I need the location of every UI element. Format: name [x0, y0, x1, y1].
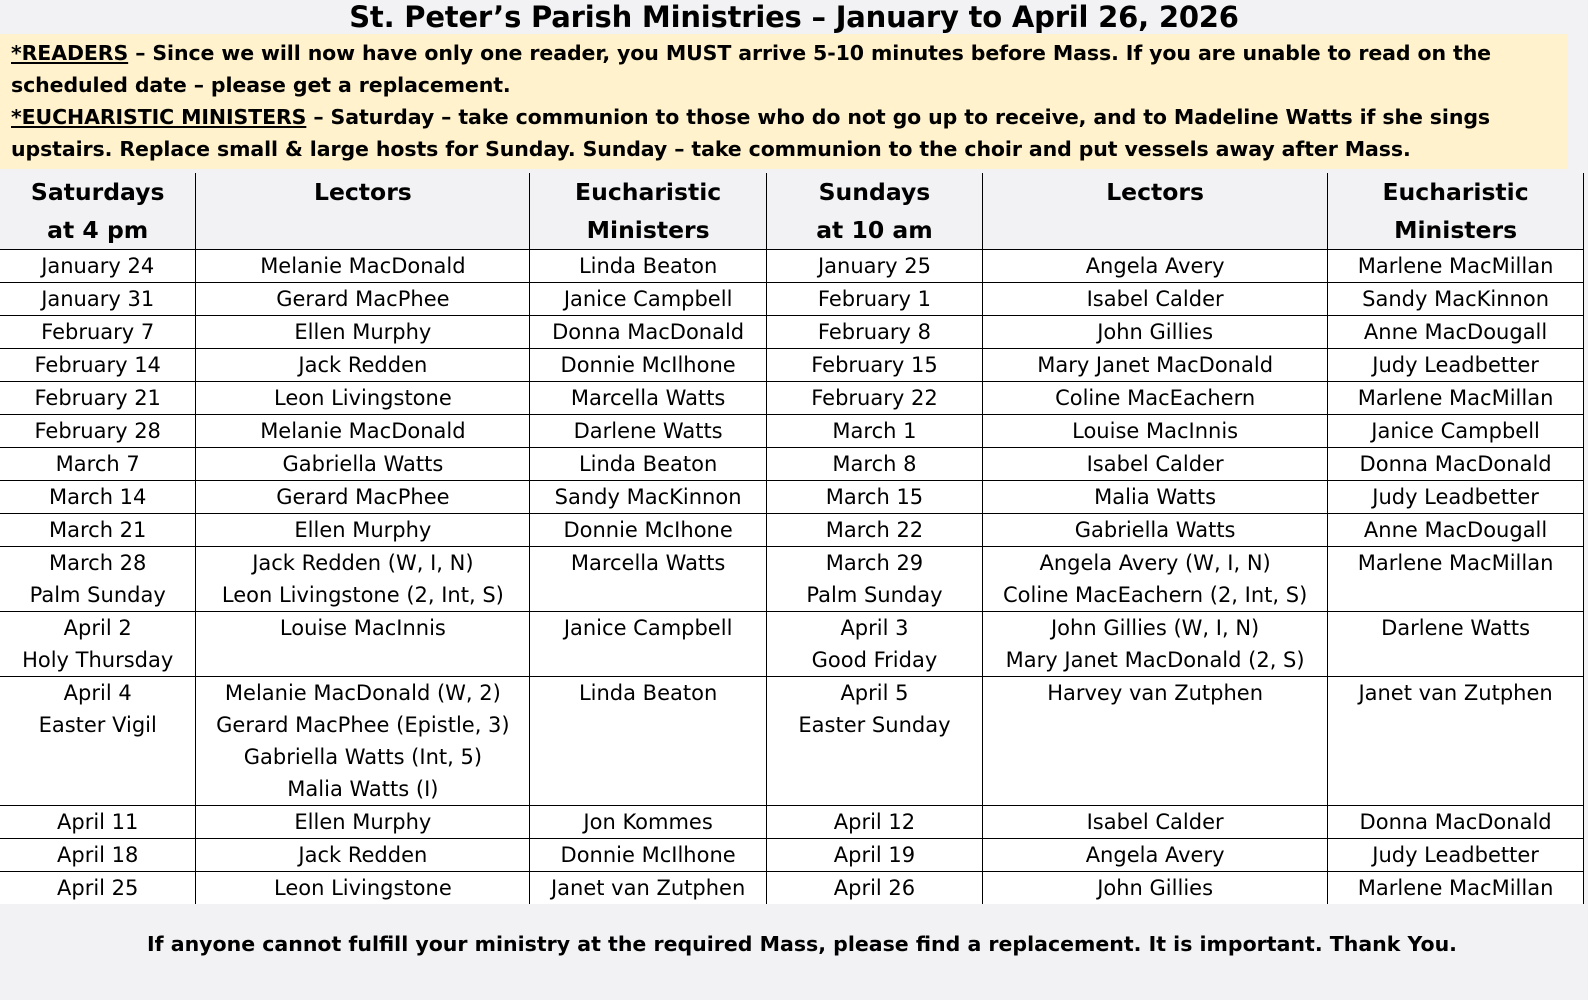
- cell-line: April 26: [833, 876, 916, 900]
- saturday-date-cell: [0, 612, 196, 677]
- saturday-lectors-cell: [196, 349, 530, 382]
- table-row: [0, 839, 1584, 872]
- cell-line: March 8: [832, 452, 917, 476]
- cell-line: April 3: [840, 616, 909, 640]
- table-row: [0, 415, 1584, 448]
- saturday-date-cell: [0, 872, 196, 905]
- cell-line: Judy Leadbetter: [1372, 485, 1539, 509]
- cell-line: Marlene MacMillan: [1357, 876, 1554, 900]
- cell-line: Angela Avery (W, I, N): [1039, 551, 1271, 575]
- cell-line: Sandy MacKinnon: [554, 485, 742, 509]
- cell-line: Louise MacInnis: [279, 616, 446, 640]
- sunday-lectors-cell: [983, 514, 1328, 547]
- cell-line: April 25: [57, 876, 139, 900]
- cell-line: February 15: [811, 353, 938, 377]
- cell-line: Linda Beaton: [578, 452, 718, 476]
- eucharistic-notice-lead: *EUCHARISTIC MINISTERS: [11, 105, 307, 129]
- cell-line: Gerard MacPhee: [276, 485, 450, 509]
- column-header-line: Lectors: [313, 178, 412, 206]
- saturday-eucharistic-ministers-cell: [530, 806, 767, 839]
- column-header-line: Ministers: [586, 216, 710, 244]
- sunday-date-cell: [766, 481, 982, 514]
- sunday-eucharistic-ministers-cell: [1328, 806, 1584, 839]
- schedule-table: [0, 173, 1584, 904]
- cell-line: Isabel Calder: [1086, 452, 1224, 476]
- column-header-sunday-date: [766, 173, 982, 250]
- sunday-lectors-cell: [983, 415, 1328, 448]
- column-header-sunday-lectors: [983, 173, 1328, 250]
- cell-line: Jack Redden: [298, 843, 428, 867]
- cell-line: February 14: [34, 353, 161, 377]
- cell-line: March 22: [825, 518, 924, 542]
- cell-line: Isabel Calder: [1086, 287, 1224, 311]
- cell-line: Good Friday: [811, 648, 938, 672]
- cell-line: Coline MacEachern: [1055, 386, 1256, 410]
- cell-line: Leon Livingstone: [273, 386, 452, 410]
- sunday-eucharistic-ministers-cell: [1328, 316, 1584, 349]
- cell-line: Ellen Murphy: [294, 320, 432, 344]
- sunday-lectors-cell: [983, 547, 1328, 612]
- sunday-eucharistic-ministers-cell: [1328, 250, 1584, 283]
- cell-line: February 28: [34, 419, 161, 443]
- sunday-date-cell: [766, 872, 982, 905]
- cell-line: Leon Livingstone: [273, 876, 452, 900]
- saturday-eucharistic-ministers-cell: [530, 839, 767, 872]
- cell-line: Linda Beaton: [578, 681, 718, 705]
- cell-line: Marlene MacMillan: [1357, 254, 1554, 278]
- sunday-date-cell: [766, 382, 982, 415]
- readers-notice-text: – Since we will now have only one reader, you MUST arrive 5-10 minutes before Mass. If you are unable to read on the scheduled date – please get a replacement.: [11, 41, 1491, 97]
- cell-line: Louise MacInnis: [1072, 419, 1239, 443]
- saturday-date-cell: [0, 806, 196, 839]
- sunday-date-cell: [766, 514, 982, 547]
- saturday-lectors-cell: [196, 481, 530, 514]
- header-row: [0, 173, 1584, 250]
- column-header-line: Lectors: [1106, 178, 1205, 206]
- cell-line: Holy Thursday: [22, 648, 174, 672]
- saturday-date-cell: [0, 382, 196, 415]
- cell-line: March 21: [48, 518, 147, 542]
- cell-line: Donnie McIlhone: [560, 843, 736, 867]
- cell-line: Gabriella Watts: [1074, 518, 1236, 542]
- saturday-date-cell: [0, 448, 196, 481]
- cell-line: John Gillies (W, I, N): [1050, 616, 1260, 640]
- sunday-date-cell: [766, 283, 982, 316]
- readers-notice: [11, 37, 1560, 101]
- footer-note: If anyone cannot fulfill your ministry at the required Mass, please find a replacement. It is important. Thank You.: [147, 932, 1457, 956]
- cell-line: Janet van Zutphen: [550, 876, 746, 900]
- sunday-lectors-cell: [983, 283, 1328, 316]
- cell-line: Ellen Murphy: [294, 518, 432, 542]
- cell-line: Marcella Watts: [570, 386, 726, 410]
- cell-line: Donna MacDonald: [552, 320, 745, 344]
- sunday-date-cell: [766, 547, 982, 612]
- cell-line: Gerard MacPhee (Epistle, 3): [216, 713, 510, 737]
- cell-line: Coline MacEachern (2, Int, S): [1002, 583, 1308, 607]
- table-body: [0, 250, 1584, 905]
- cell-line: Palm Sunday: [29, 583, 166, 607]
- saturday-eucharistic-ministers-cell: [530, 677, 767, 806]
- sunday-lectors-cell: [983, 677, 1328, 806]
- sunday-date-cell: [766, 677, 982, 806]
- saturday-lectors-cell: [196, 839, 530, 872]
- cell-line: January 24: [41, 254, 155, 278]
- table-row: [0, 316, 1584, 349]
- column-header-sunday-eucharistic-ministers: [1328, 173, 1584, 250]
- saturday-eucharistic-ministers-cell: [530, 316, 767, 349]
- column-header-saturday-date: [0, 173, 196, 250]
- saturday-eucharistic-ministers-cell: [530, 382, 767, 415]
- saturday-eucharistic-ministers-cell: [530, 481, 767, 514]
- cell-line: Marlene MacMillan: [1357, 551, 1554, 575]
- cell-line: Angela Avery: [1085, 254, 1225, 278]
- sunday-lectors-cell: [983, 872, 1328, 905]
- sunday-lectors-cell: [983, 612, 1328, 677]
- cell-line: Melanie MacDonald: [260, 254, 466, 278]
- saturday-date-cell: [0, 250, 196, 283]
- sunday-eucharistic-ministers-cell: [1328, 839, 1584, 872]
- cell-line: March 1: [832, 419, 917, 443]
- cell-line: Melanie MacDonald: [260, 419, 466, 443]
- cell-line: Donna MacDonald: [1359, 810, 1552, 834]
- saturday-lectors-cell: [196, 283, 530, 316]
- saturday-lectors-cell: [196, 612, 530, 677]
- sunday-eucharistic-ministers-cell: [1328, 514, 1584, 547]
- cell-line: Harvey van Zutphen: [1047, 681, 1264, 705]
- column-header-line: Ministers: [1394, 216, 1518, 244]
- cell-line: January 25: [817, 254, 931, 278]
- cell-line: March 29: [825, 551, 924, 575]
- sunday-eucharistic-ministers-cell: [1328, 415, 1584, 448]
- cell-line: Gabriella Watts: [282, 452, 444, 476]
- cell-line: February 8: [817, 320, 931, 344]
- table-row: [0, 481, 1584, 514]
- cell-line: Easter Sunday: [798, 713, 951, 737]
- saturday-eucharistic-ministers-cell: [530, 448, 767, 481]
- cell-line: Mary Janet MacDonald: [1037, 353, 1274, 377]
- saturday-eucharistic-ministers-cell: [530, 250, 767, 283]
- cell-line: March 28: [48, 551, 147, 575]
- column-header-line: Saturdays: [30, 178, 165, 206]
- cell-line: Gerard MacPhee: [276, 287, 450, 311]
- cell-line: February 7: [41, 320, 155, 344]
- cell-line: Janet van Zutphen: [1358, 681, 1553, 705]
- column-header-saturday-eucharistic-ministers: [530, 173, 767, 250]
- sunday-eucharistic-ministers-cell: [1328, 872, 1584, 905]
- eucharistic-notice: [11, 101, 1560, 165]
- cell-line: Anne MacDougall: [1363, 320, 1548, 344]
- cell-line: February 22: [811, 386, 938, 410]
- cell-line: Marlene MacMillan: [1357, 386, 1554, 410]
- saturday-lectors-cell: [196, 806, 530, 839]
- cell-line: John Gillies: [1097, 876, 1214, 900]
- cell-line: February 1: [817, 287, 931, 311]
- notice-box: [0, 34, 1568, 169]
- cell-line: April 2: [63, 616, 132, 640]
- sunday-eucharistic-ministers-cell: [1328, 382, 1584, 415]
- sunday-date-cell: [766, 612, 982, 677]
- cell-line: March 14: [48, 485, 147, 509]
- cell-line: April 5: [840, 681, 909, 705]
- cell-line: Gabriella Watts (Int, 5): [243, 745, 483, 769]
- cell-line: Mary Janet MacDonald (2, S): [1005, 648, 1305, 672]
- cell-line: Sandy MacKinnon: [1362, 287, 1550, 311]
- column-header-line: at 10 am: [816, 216, 933, 244]
- column-header-line: Sundays: [818, 178, 931, 206]
- saturday-lectors-cell: [196, 872, 530, 905]
- cell-line: March 15: [825, 485, 924, 509]
- saturday-eucharistic-ministers-cell: [530, 612, 767, 677]
- cell-line: Jack Redden (W, I, N): [252, 551, 474, 575]
- sunday-date-cell: [766, 839, 982, 872]
- cell-line: Malia Watts (I): [287, 777, 439, 801]
- saturday-lectors-cell: [196, 316, 530, 349]
- cell-line: Jack Redden: [298, 353, 428, 377]
- cell-line: Palm Sunday: [806, 583, 943, 607]
- saturday-lectors-cell: [196, 677, 530, 806]
- cell-line: Donnie McIhone: [563, 518, 733, 542]
- column-header-line: Eucharistic: [575, 178, 722, 206]
- table-row: [0, 382, 1584, 415]
- column-header-saturday-lectors: [196, 173, 530, 250]
- cell-line: Janice Campbell: [563, 287, 733, 311]
- saturday-lectors-cell: [196, 382, 530, 415]
- saturday-date-cell: [0, 415, 196, 448]
- sunday-date-cell: [766, 806, 982, 839]
- saturday-date-cell: [0, 349, 196, 382]
- saturday-date-cell: [0, 283, 196, 316]
- saturday-lectors-cell: [196, 547, 530, 612]
- saturday-lectors-cell: [196, 415, 530, 448]
- cell-line: March 7: [55, 452, 140, 476]
- table-row: [0, 872, 1584, 905]
- eucharistic-notice-text: – Saturday – take communion to those who do not go up to receive, and to Madeline Watts if she sings upstairs. Replace small & large hosts for Sunday. Sunday – take communion to the choir and put vessels away after Mass.: [11, 105, 1491, 161]
- cell-line: Leon Livingstone (2, Int, S): [221, 583, 504, 607]
- sunday-lectors-cell: [983, 481, 1328, 514]
- cell-line: Linda Beaton: [578, 254, 718, 278]
- sunday-eucharistic-ministers-cell: [1328, 547, 1584, 612]
- saturday-date-cell: [0, 481, 196, 514]
- sunday-date-cell: [766, 349, 982, 382]
- sunday-date-cell: [766, 448, 982, 481]
- sunday-lectors-cell: [983, 382, 1328, 415]
- sunday-lectors-cell: [983, 806, 1328, 839]
- table-row: [0, 677, 1584, 806]
- cell-line: Melanie MacDonald (W, 2): [224, 681, 501, 705]
- cell-line: Donna MacDonald: [1359, 452, 1552, 476]
- page-title: St. Peter’s Parish Ministries – January to April 26, 2026: [349, 0, 1239, 34]
- cell-line: April 4: [63, 681, 132, 705]
- saturday-date-cell: [0, 316, 196, 349]
- cell-line: Malia Watts: [1094, 485, 1217, 509]
- cell-line: Isabel Calder: [1086, 810, 1224, 834]
- cell-line: John Gillies: [1097, 320, 1214, 344]
- cell-line: Jon Kommes: [583, 810, 713, 834]
- table-row: [0, 612, 1584, 677]
- table-row: [0, 448, 1584, 481]
- table-row: [0, 283, 1584, 316]
- sunday-lectors-cell: [983, 250, 1328, 283]
- sunday-lectors-cell: [983, 349, 1328, 382]
- column-header-line: at 4 pm: [47, 216, 149, 244]
- saturday-date-cell: [0, 547, 196, 612]
- cell-line: April 19: [833, 843, 916, 867]
- table-row: [0, 547, 1584, 612]
- saturday-lectors-cell: [196, 514, 530, 547]
- cell-line: Marcella Watts: [570, 551, 726, 575]
- cell-line: Easter Vigil: [38, 713, 157, 737]
- column-header-line: Eucharistic: [1382, 178, 1529, 206]
- cell-line: Darlene Watts: [573, 419, 723, 443]
- cell-line: Anne MacDougall: [1363, 518, 1548, 542]
- saturday-lectors-cell: [196, 448, 530, 481]
- cell-line: April 12: [833, 810, 916, 834]
- saturday-lectors-cell: [196, 250, 530, 283]
- saturday-eucharistic-ministers-cell: [530, 872, 767, 905]
- cell-line: Darlene Watts: [1381, 616, 1531, 640]
- saturday-eucharistic-ministers-cell: [530, 514, 767, 547]
- cell-line: February 21: [34, 386, 161, 410]
- saturday-date-cell: [0, 514, 196, 547]
- cell-line: April 11: [57, 810, 139, 834]
- table-row: [0, 514, 1584, 547]
- cell-line: April 18: [57, 843, 139, 867]
- cell-line: Judy Leadbetter: [1372, 843, 1539, 867]
- cell-line: Angela Avery: [1085, 843, 1225, 867]
- sunday-eucharistic-ministers-cell: [1328, 283, 1584, 316]
- sunday-lectors-cell: [983, 316, 1328, 349]
- saturday-date-cell: [0, 677, 196, 806]
- cell-line: Judy Leadbetter: [1372, 353, 1539, 377]
- cell-line: Janice Campbell: [563, 616, 733, 640]
- sunday-lectors-cell: [983, 839, 1328, 872]
- cell-line: Donnie McIlhone: [560, 353, 736, 377]
- sunday-date-cell: [766, 415, 982, 448]
- sunday-eucharistic-ministers-cell: [1328, 677, 1584, 806]
- table-row: [0, 806, 1584, 839]
- sunday-eucharistic-ministers-cell: [1328, 481, 1584, 514]
- saturday-eucharistic-ministers-cell: [530, 283, 767, 316]
- saturday-eucharistic-ministers-cell: [530, 349, 767, 382]
- cell-line: Ellen Murphy: [294, 810, 432, 834]
- sunday-eucharistic-ministers-cell: [1328, 349, 1584, 382]
- sunday-eucharistic-ministers-cell: [1328, 612, 1584, 677]
- saturday-eucharistic-ministers-cell: [530, 415, 767, 448]
- saturday-eucharistic-ministers-cell: [530, 547, 767, 612]
- sunday-date-cell: [766, 250, 982, 283]
- sunday-lectors-cell: [983, 448, 1328, 481]
- cell-line: January 31: [41, 287, 155, 311]
- cell-line: Janice Campbell: [1371, 419, 1540, 443]
- table-row: [0, 349, 1584, 382]
- saturday-date-cell: [0, 839, 196, 872]
- readers-notice-lead: *READERS: [11, 41, 129, 65]
- sunday-date-cell: [766, 316, 982, 349]
- sunday-eucharistic-ministers-cell: [1328, 448, 1584, 481]
- table-row: [0, 250, 1584, 283]
